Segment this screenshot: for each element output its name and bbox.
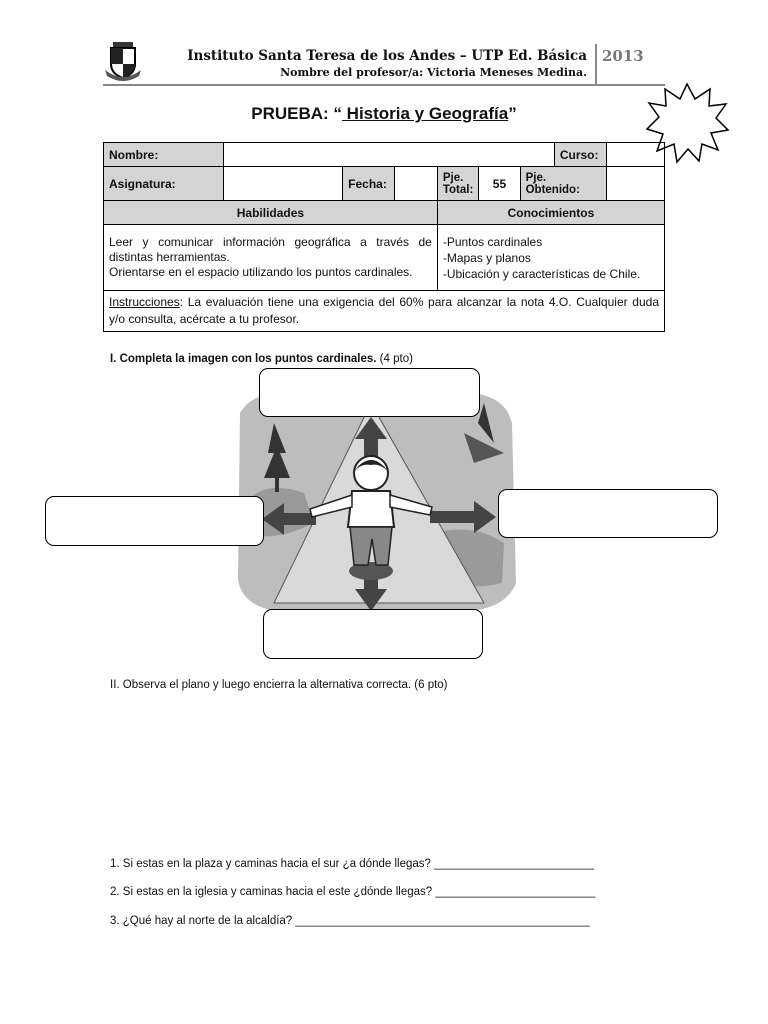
header-rule — [103, 84, 665, 86]
header-divider — [595, 44, 597, 84]
curso-field[interactable] — [606, 143, 664, 167]
section-1-text: I. Completa la imagen con los puntos cardinales. — [110, 353, 377, 365]
nombre-field[interactable] — [224, 143, 555, 167]
section-1-points: (4 pto) — [376, 353, 413, 365]
curso-label: Curso: — [554, 143, 606, 167]
title-subject: Historia y Geografía — [341, 104, 509, 123]
habilidades-header: Habilidades — [104, 201, 438, 225]
habilidades-text-1: Leer y comunicar información geográfica a través de distintas herramientas. — [109, 235, 432, 264]
east-answer-box[interactable] — [498, 489, 718, 538]
title-suffix: ” — [508, 104, 517, 123]
school-crest-icon — [103, 40, 143, 82]
pje-total-value: 55 — [479, 167, 520, 201]
teacher-name: Nombre del profesor/a: Victoria Meneses Medina. — [280, 66, 587, 79]
asignatura-field[interactable] — [224, 167, 343, 201]
conocimientos-header: Conocimientos — [437, 201, 664, 225]
pje-obtenido-field[interactable] — [606, 167, 664, 201]
pje-obtenido-label: Pje. Obtenido: — [520, 167, 606, 201]
section-2-title: II. Observa el plano y luego encierra la alternativa correcta. (6 pto) — [110, 679, 448, 691]
question-2: 2. Si estas en la iglesia y caminas hacia el este ¿dónde llegas? _________________________ — [110, 886, 596, 898]
question-3: 3. ¿Qué hay al norte de la alcaldía? ______________________________________________ — [110, 915, 590, 927]
instrucciones-cell — [104, 291, 665, 332]
north-answer-box[interactable] — [259, 368, 480, 417]
title-prefix: PRUEBA: “ — [251, 104, 342, 123]
conocimientos-item: -Puntos cardinales — [442, 234, 543, 249]
instrucciones-label: Instrucciones — [109, 295, 180, 309]
conocimientos-cell — [437, 225, 664, 291]
instrucciones-text: : La evaluación tiene una exigencia del 60% para alcanzar la nota 4.O. Cualquier duda y/o consulta, acércate a tu profesor. — [109, 295, 659, 326]
conocimientos-item: -Ubicación y características de Chile. — [442, 266, 641, 281]
south-answer-box[interactable] — [263, 609, 483, 659]
pje-total-label: Pje. Total: — [437, 167, 478, 201]
header-year: 2013 — [602, 47, 644, 65]
asignatura-label: Asignatura: — [104, 167, 224, 201]
info-table — [103, 142, 665, 332]
habilidades-cell — [104, 225, 438, 291]
fecha-field[interactable] — [395, 167, 438, 201]
nombre-label: Nombre: — [104, 143, 224, 167]
conocimientos-item: -Mapas y planos — [442, 250, 531, 265]
west-answer-box[interactable] — [45, 496, 264, 546]
question-1: 1. Si estas en la plaza y caminas hacia el sur ¿a dónde llegas? _________________________ — [110, 858, 594, 870]
cardinal-points-illustration — [234, 383, 518, 615]
fecha-label: Fecha: — [343, 167, 395, 201]
habilidades-text-2: Orientarse en el espacio utilizando los puntos cardinales. — [109, 265, 413, 279]
school-name: Instituto Santa Teresa de los Andes – UTP Ed. Básica — [187, 48, 587, 64]
section-1-title — [110, 353, 413, 365]
